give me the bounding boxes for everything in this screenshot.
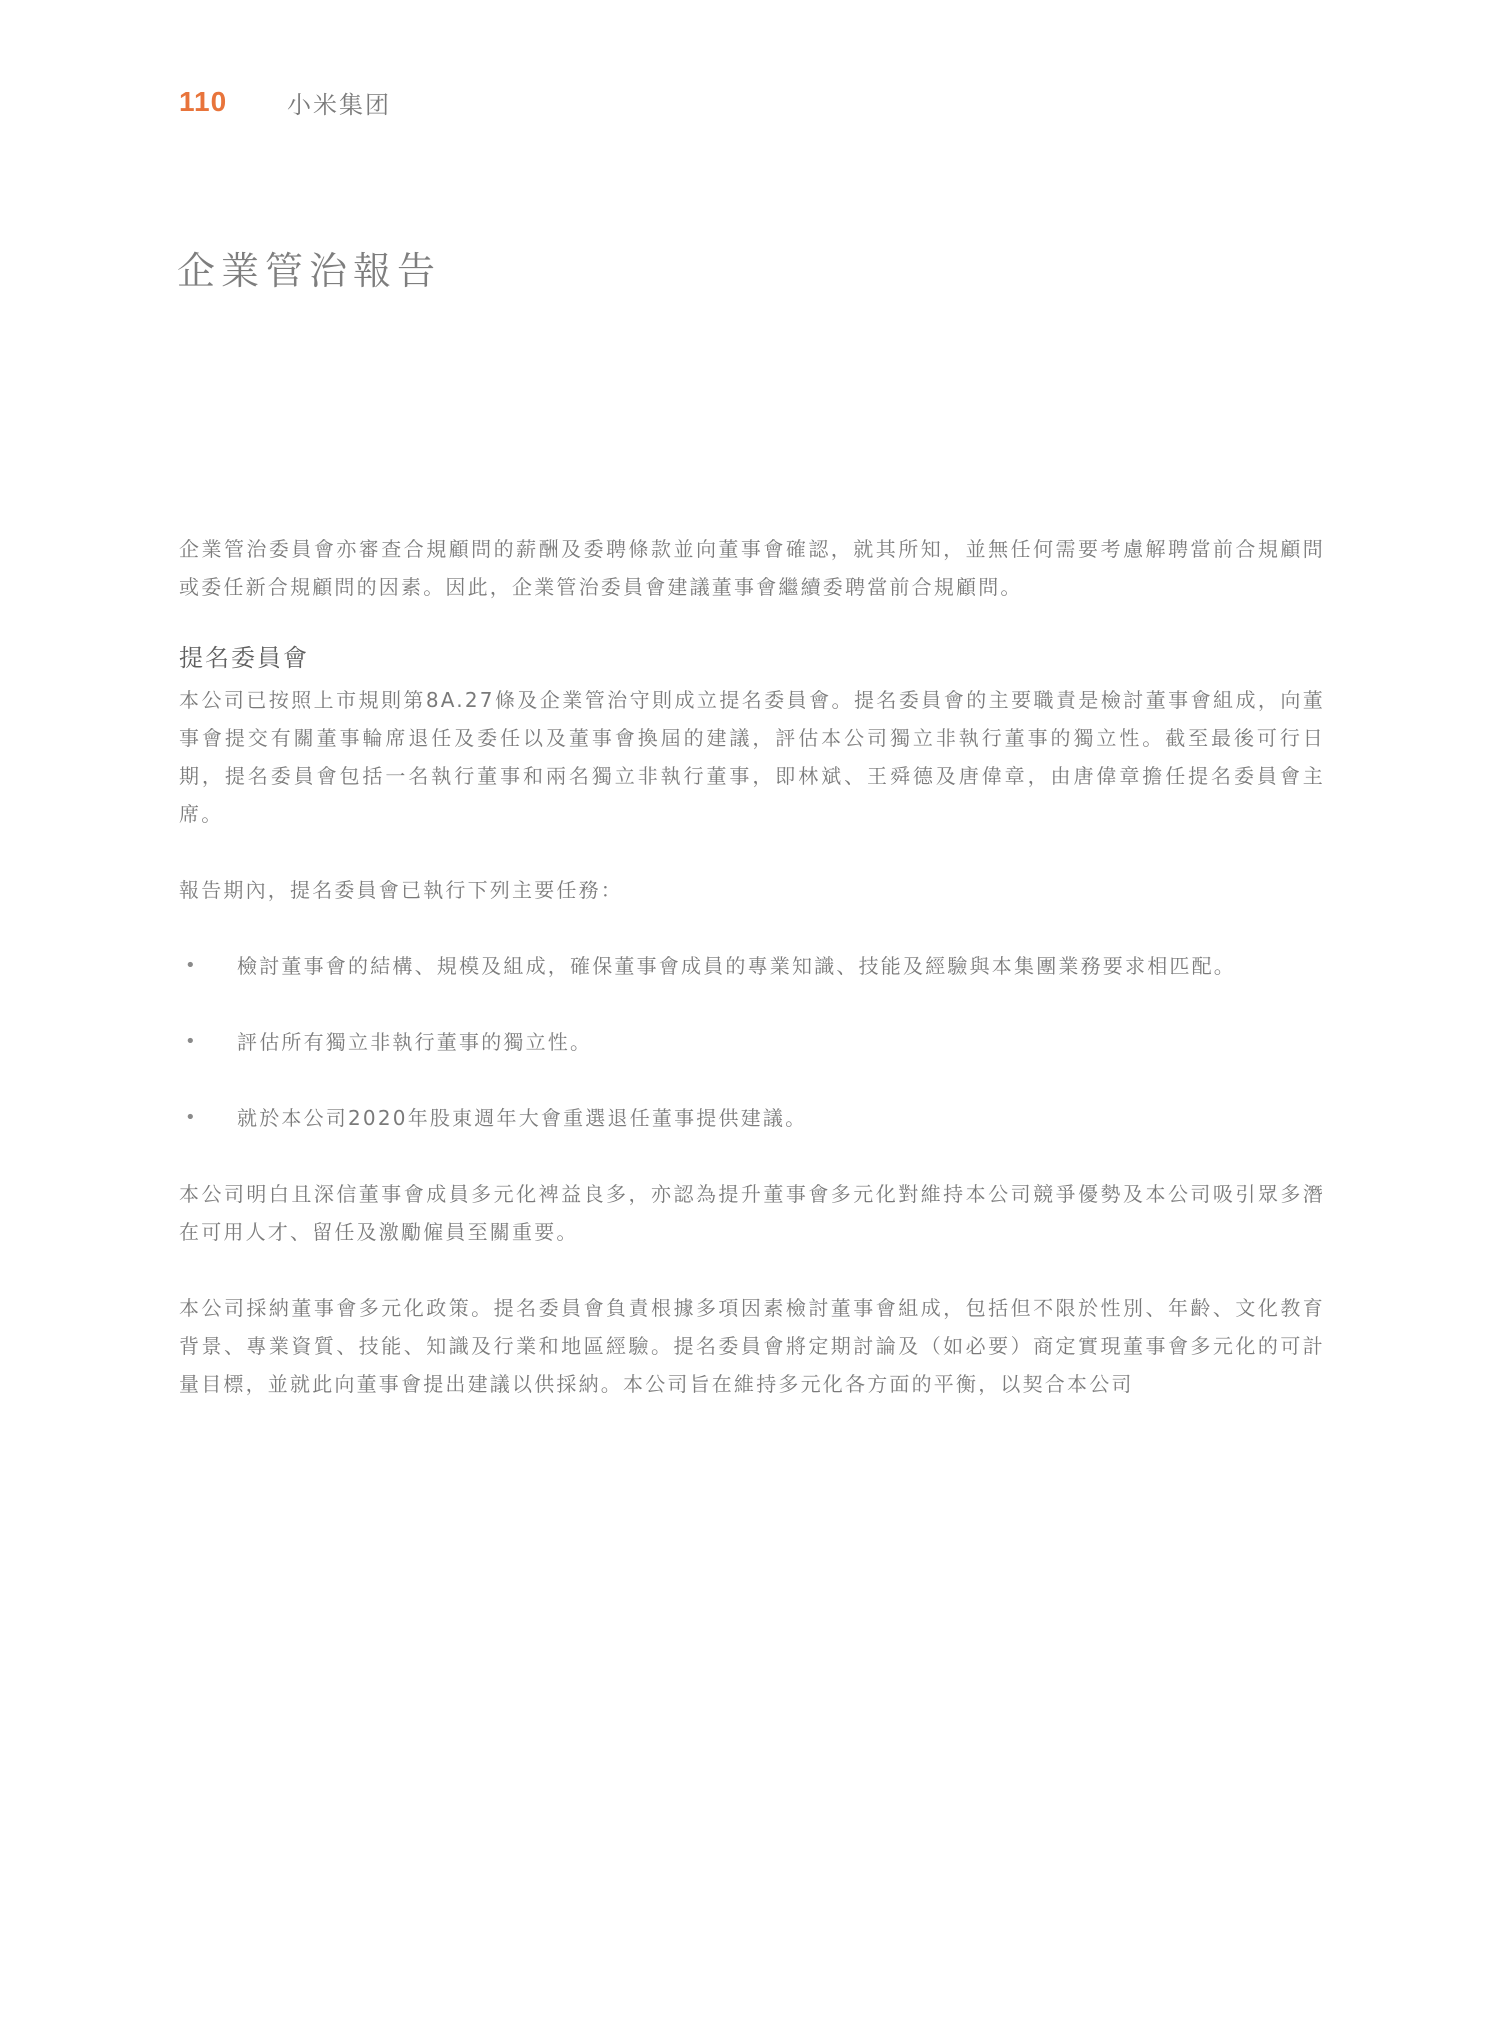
- paragraph-tasks-intro: 報告期內，提名委員會已執行下列主要任務：: [179, 878, 623, 902]
- paragraph-board-diversity-policy: 本公司採納董事會多元化政策。提名委員會負責根據多項因素檢討董事會組成，包括但不限於性別、年齡、文化教育背景、專業資質、技能、知識及行業和地區經驗。提名委員會將定期討論及（如必要）商定實現董事會多元化的可計量目標，並就此向董事會提出建議以供採納。本公司旨在維持多元化各方面的平衡，以契合本公司: [179, 1296, 1325, 1396]
- list-item-text: 評估所有獨立非執行董事的獨立性。: [237, 1030, 593, 1054]
- report-title: 企業管治報告: [177, 249, 442, 293]
- bullet-icon: •: [185, 1031, 198, 1052]
- page-header: [179, 82, 391, 122]
- bullet-icon: •: [185, 1107, 198, 1128]
- list-item-text: 就於本公司2020年股東週年大會重選退任董事提供建議。: [237, 1106, 808, 1130]
- company-name: 小米集团: [287, 90, 391, 119]
- list-item: [179, 1023, 1325, 1061]
- paragraph-compliance-adviser: 企業管治委員會亦審查合規顧問的薪酬及委聘條款並向董事會確認，就其所知，並無任何需要考慮解聘當前合規顧問或委任新合規顧問的因素。因此，企業管治委員會建議董事會繼續委聘當前合規顧問。: [179, 537, 1325, 599]
- page-number: 110: [179, 86, 228, 117]
- list-item-text: 檢討董事會的結構、規模及組成，確保董事會成員的專業知識、技能及經驗與本集團業務要求相匹配。: [237, 954, 1236, 978]
- paragraph-nomination-committee-duties: 本公司已按照上市規則第8A.27條及企業管治守則成立提名委員會。提名委員會的主要職責是檢討董事會組成，向董事會提交有關董事輪席退任及委任以及董事會換屆的建議，評估本公司獨立非執行董事的獨立性。截至最後可行日期，提名委員會包括一名執行董事和兩名獨立非執行董事，即林斌、王舜德及唐偉章，由唐偉章擔任提名委員會主席。: [179, 688, 1325, 826]
- paragraph-board-diversity-benefits: 本公司明白且深信董事會成員多元化裨益良多，亦認為提升董事會多元化對維持本公司競爭優勢及本公司吸引眾多潛在可用人才、留任及激勵僱員至關重要。: [179, 1182, 1325, 1244]
- list-item: [179, 947, 1325, 985]
- body-content: [179, 530, 1325, 1403]
- list-item: [179, 1099, 1325, 1137]
- tasks-bullet-list: [179, 947, 1325, 1137]
- section-heading-nomination-committee: 提名委員會: [179, 644, 309, 672]
- bullet-icon: •: [185, 955, 198, 976]
